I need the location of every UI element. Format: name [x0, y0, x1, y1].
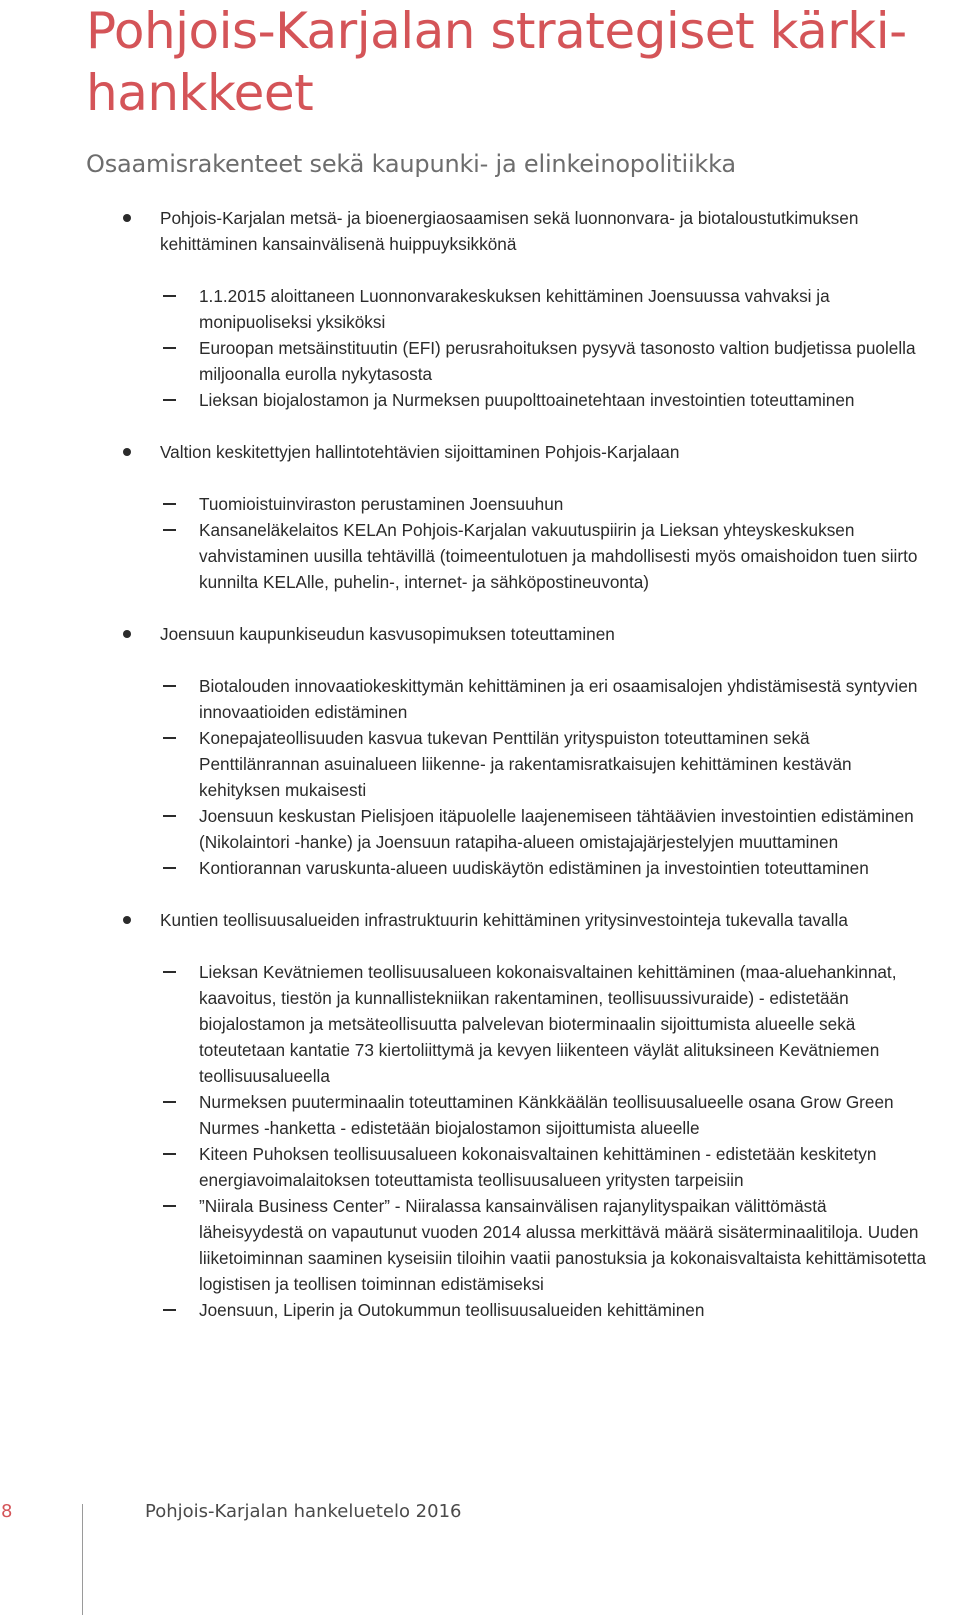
- section-forest-bioenergy: [0, 205, 960, 413]
- sub-item-text: Euroopan metsäinstituutin (EFI) perusrahoituksen pysyvä tasonosto valtion budjetissa puolella miljoonalla eurolla nykytasosta: [199, 338, 916, 384]
- sub-item-text: Kontiorannan varuskunta-alueen uudiskäytön edistäminen ja investointien toteuttaminen: [199, 858, 869, 878]
- sub-list-item: [0, 959, 931, 1089]
- main-list-item: [0, 621, 930, 647]
- dash-icon: [163, 1205, 176, 1207]
- sub-list-item: [0, 517, 931, 595]
- sub-list: [0, 491, 960, 595]
- footer-divider: [82, 1504, 83, 1615]
- main-item-text: Valtion keskitettyjen hallintotehtävien sijoittaminen Pohjois-Karjalaan: [160, 442, 680, 462]
- section-growth-agreement: [0, 621, 960, 881]
- main-item-text: Pohjois-Karjalan metsä- ja bioenergiaosaamisen sekä luonnonvara- ja biotaloustutkimuksen kehittäminen kansainvälisenä huippuyksikkönä: [160, 208, 859, 254]
- sub-list-item: [0, 725, 931, 803]
- sub-item-text: ”Niirala Business Center” - Niiralassa kansainvälisen rajanylityspaikan välittömästä läheisyydestä on vapautunut vuoden 2014 alussa merkittävä määrä sisäterminaalitiloja. Uuden liiketoiminnan saaminen kyseisiin tiloihin vaatii panostuksia ja kokonaisvaltaista kehittämisotetta logistisen ja teollisen toiminnan edistämiseksi: [199, 1196, 927, 1294]
- main-list-item: [0, 205, 930, 257]
- bullet-icon: [123, 630, 131, 638]
- sub-item-text: 1.1.2015 aloittaneen Luonnonvarakeskuksen kehittäminen Joensuussa vahvaksi ja monipuoliseksi yksiköksi: [199, 286, 830, 332]
- sub-list-item: [0, 1297, 931, 1323]
- main-list-item: [0, 439, 930, 465]
- dash-icon: [163, 1309, 176, 1311]
- sub-item-text: Tuomioistuinviraston perustaminen Joensuuhun: [199, 494, 564, 514]
- main-item-text: Joensuun kaupunkiseudun kasvusopimuksen toteuttaminen: [160, 624, 615, 644]
- sub-list: [0, 283, 960, 413]
- dash-icon: [163, 503, 176, 505]
- bullet-icon: [123, 448, 131, 456]
- section-industrial-areas: [0, 907, 960, 1323]
- sub-list-item: [0, 387, 931, 413]
- dash-icon: [163, 295, 176, 297]
- page-title: Pohjois-Karjalan strategiset kärki-hankkeet: [86, 2, 907, 122]
- sub-list-item: [0, 855, 931, 881]
- bullet-icon: [123, 916, 131, 924]
- sub-item-text: Kansaneläkelaitos KELAn Pohjois-Karjalan vakuutuspiirin ja Lieksan yhteyskeskuksen vahvistaminen uusilla tehtävillä (toimeentulotuen ja mahdollisesti myös omaishoidon tuen siirto kunnilta KELAlle, puhelin-, internet- ja sähköpostineuvonta): [199, 520, 918, 592]
- sub-item-text: Kiteen Puhoksen teollisuusalueen kokonaisvaltainen kehittäminen - edistetään keskitetyn energiavoimalaitoksen toteuttamista teollisuusalueen yritysten tarpeisiin: [199, 1144, 877, 1190]
- sub-list-item: [0, 283, 931, 335]
- main-item-text: Kuntien teollisuusalueiden infrastruktuurin kehittäminen yritysinvestointeja tukevalla tavalla: [160, 910, 848, 930]
- main-list-item: [0, 907, 930, 933]
- dash-icon: [163, 737, 176, 739]
- sub-item-text: Joensuun keskustan Pielisjoen itäpuolelle laajenemiseen tähtäävien investointien edistäminen (Nikolaintori -hanke) ja Joensuun ratapiha-alueen omistajajärjestelyjen muuttaminen: [199, 806, 914, 852]
- sub-list-item: [0, 673, 931, 725]
- sub-list-item: [0, 1141, 931, 1193]
- dash-icon: [163, 815, 176, 817]
- sub-item-text: Lieksan biojalostamon ja Nurmeksen puupolttoainetehtaan investointien toteuttaminen: [199, 390, 855, 410]
- dash-icon: [163, 867, 176, 869]
- content: [0, 205, 960, 1349]
- sub-list: [0, 959, 960, 1323]
- section-state-administration: [0, 439, 960, 595]
- bullet-icon: [123, 214, 131, 222]
- sub-item-text: Joensuun, Liperin ja Outokummun teollisuusalueiden kehittäminen: [199, 1300, 705, 1320]
- sub-item-text: Konepajateollisuuden kasvua tukevan Penttilän yrityspuiston toteuttaminen sekä Penttilänrannan asuinalueen liikenne- ja rakentamisratkaisujen kehittäminen kestävän kehityksen mukaisesti: [199, 728, 852, 800]
- dash-icon: [163, 971, 176, 973]
- page-number: 8: [1, 1501, 13, 1522]
- sub-list-item: [0, 1089, 931, 1141]
- sub-item-text: Nurmeksen puuterminaalin toteuttaminen Känkkäälän teollisuusalueelle osana Grow Green Nurmes -hanketta - edistetään biojalostamon sijoittumista alueelle: [199, 1092, 894, 1138]
- sub-item-text: Lieksan Kevätniemen teollisuusalueen kokonaisvaltainen kehittäminen (maa-aluehankinnat, kaavoitus, tiestön ja kunnallistekniikan rakentaminen, teollisuussivuraide) - edistetään biojalostamon ja metsäteollisuutta palvelevan bioterminaalin sijoittumista alueelle sekä toteutetaan kantatie 73 kiertoliittymä ja kevyen liikenteen väylät alituksineen Kevätniemen teollisuusalueella: [199, 962, 897, 1086]
- dash-icon: [163, 1153, 176, 1155]
- dash-icon: [163, 347, 176, 349]
- section-subtitle: Osaamisrakenteet sekä kaupunki- ja elinkeinopolitiikka: [86, 150, 736, 178]
- sub-list-item: [0, 335, 931, 387]
- footer-publication-title: Pohjois-Karjalan hankeluetelo 2016: [145, 1501, 462, 1522]
- sub-list-item: [0, 1193, 931, 1297]
- sub-item-text: Biotalouden innovaatiokeskittymän kehittäminen ja eri osaamisalojen yhdistämisestä syntyvien innovaatioiden edistäminen: [199, 676, 918, 722]
- sub-list-item: [0, 803, 931, 855]
- dash-icon: [163, 399, 176, 401]
- dash-icon: [163, 685, 176, 687]
- dash-icon: [163, 529, 176, 531]
- sub-list-item: [0, 491, 931, 517]
- dash-icon: [163, 1101, 176, 1103]
- sub-list: [0, 673, 960, 881]
